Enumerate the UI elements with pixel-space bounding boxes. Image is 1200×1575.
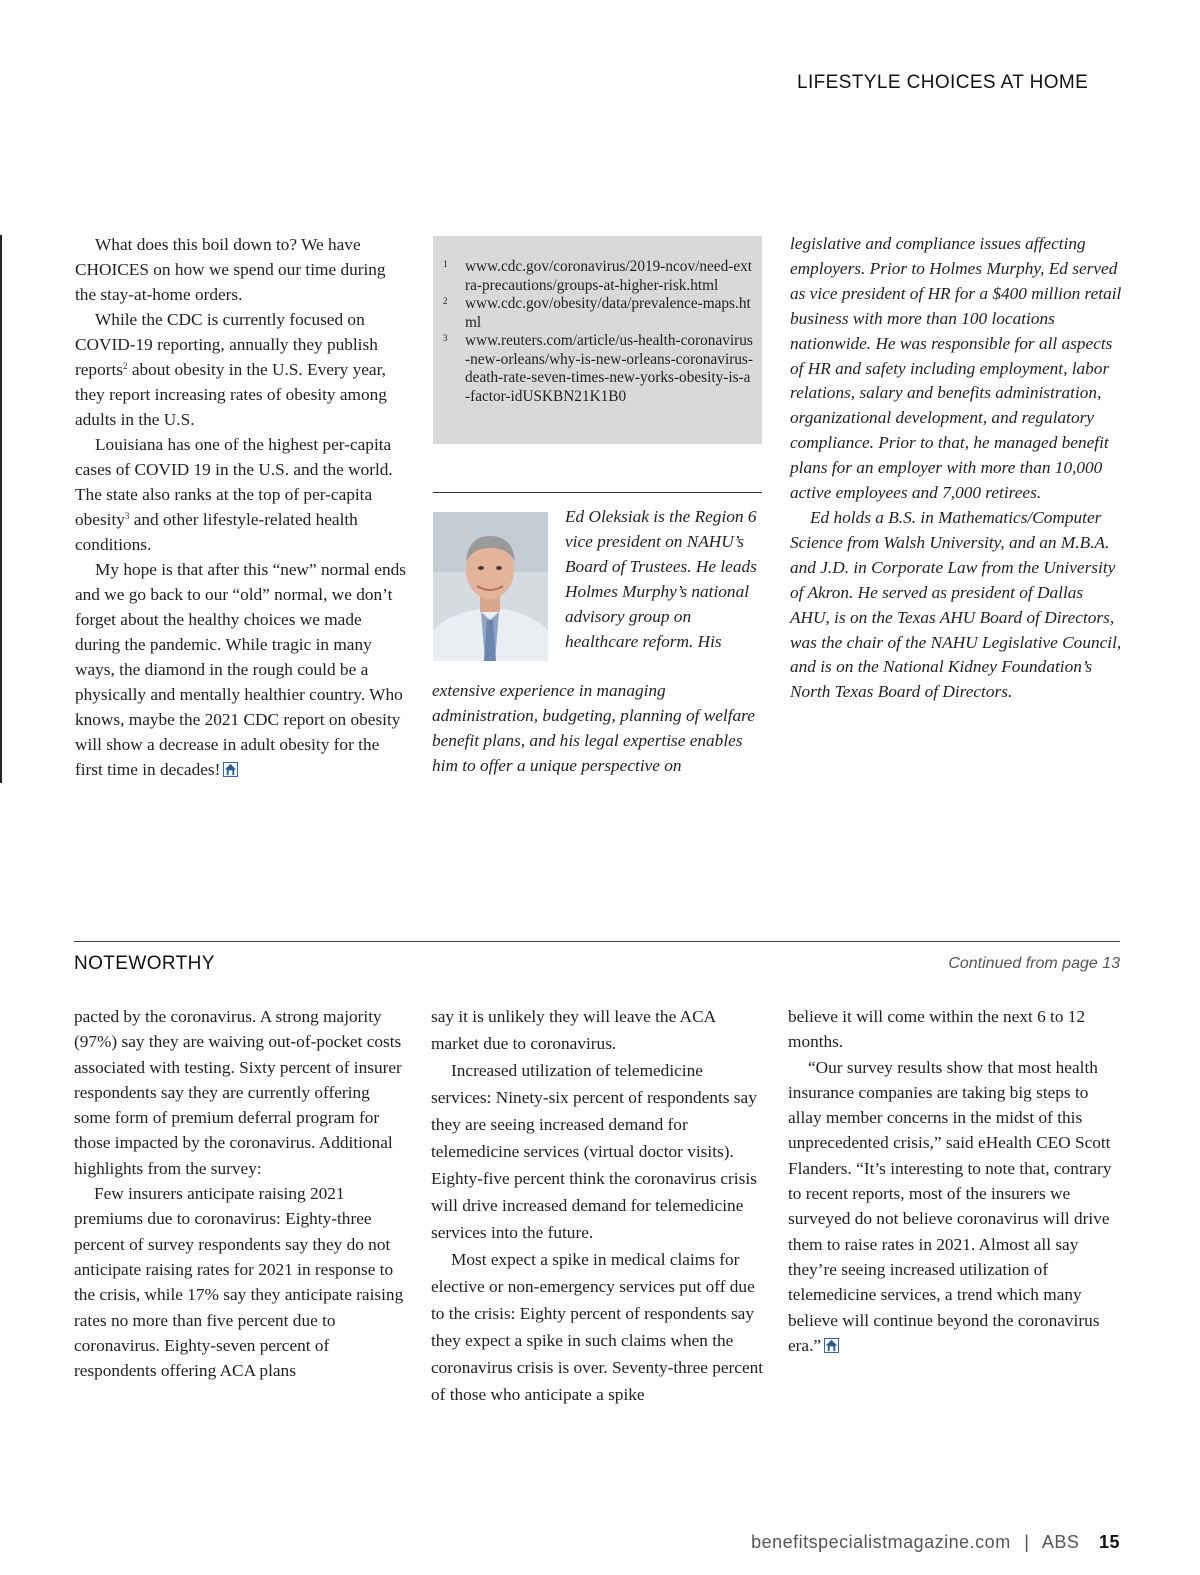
noteworthy-paragraph: believe it will come within the next 6 to 12 months. [788, 1007, 1086, 1052]
section-title: LIFESTYLE CHOICES AT HOME [797, 72, 1089, 93]
footnote: 1 www.cdc.gov/coronavirus/2019-ncov/need-extra-precautions/groups-at-higher-risk.html [433, 258, 762, 295]
footnote-ref: 2 [123, 361, 128, 371]
noteworthy-paragraph: Increased utilization of telemedicine services: Ninety-six percent of respondents say they are seeing increased demand for telemedicine services (virtual doctor visits). Eighty-five percent think the coronavirus crisis will drive increased demand for telemedicine services into the future. [431, 1061, 757, 1242]
noteworthy-title: NOTEWORTHY [74, 953, 215, 974]
noteworthy-paragraph: Most expect a spike in medical claims for elective or non-emergency services put off due to the crisis: Eighty percent of respondents say they expect a spike in such claims when the coronavirus crisis is over. Seventy-three percent of those who anticipate a spike [431, 1250, 764, 1404]
footnote-url[interactable]: www.reuters.com/article/us-health-coronavirus-new-orleans/why-is-new-orleans-coronavirus-death-rate-seven-times-new-yorks-obesity-is-a-factor-idUSKBN21K1B0 [465, 332, 753, 405]
article-paragraph: What does this boil down to? We have CHOICES on how we spend our time during the stay-at-home orders. [75, 235, 386, 304]
footer-site[interactable]: benefitspecialistmagazine.com [751, 1532, 1011, 1552]
bio-divider [433, 492, 762, 493]
page-footer [751, 1532, 1120, 1553]
footnote-url[interactable]: www.cdc.gov/coronavirus/2019-ncov/need-extra-precautions/groups-at-higher-risk.html [465, 258, 753, 294]
footer-separator: | [1024, 1532, 1030, 1552]
noteworthy-paragraph: Few insurers anticipate raising 2021 premiums due to coronavirus: Eighty-three percent of survey respondents say they do not anticipate raising rates for 2021 in response to the crisis, while 17% say they anticipate raising rates no more than five percent due to coronavirus. Eighty-seven percent of respondents offering ACA plans [74, 1184, 404, 1381]
article-paragraph: Louisiana has one of the highest per-capita cases of COVID 19 in the U.S. and the world. The state also ranks at the top of per-capita obesity$^3$ and other lifestyle-related health conditions. [75, 435, 393, 554]
article-column-1 [75, 232, 410, 782]
noteworthy-column-3 [788, 1004, 1122, 1358]
footnotes-box [433, 236, 762, 444]
footnote-ref: 3 [124, 511, 130, 521]
continued-from-label: Continued from page 13 [948, 955, 1120, 972]
footer-magazine: ABS [1041, 1532, 1080, 1552]
noteworthy-paragraph: pacted by the coronavirus. A strong majority (97%) say they are waiving out-of-pocket costs associated with testing. Sixty percent of insurer respondents say they are currently offering some form of premium deferral program for those impacted by the coronavirus. Additional highlights from the survey: [74, 1007, 402, 1178]
footnote: 3 www.reuters.com/article/us-health-coronavirus-new-orleans/why-is-new-orleans-coronavirus-death-rate-seven-times-new-yorks-obesity-is-a-factor-idUSKBN21K1B0 [433, 332, 762, 406]
noteworthy-paragraph: say it is unlikely they will leave the ACA market due to coronavirus. [431, 1007, 716, 1053]
author-photo [433, 512, 548, 661]
margin-line [0, 235, 2, 783]
end-mark-icon [824, 1338, 839, 1353]
author-bio-below: extensive experience in managing administration, budgeting, planning of welfare benefit plans, and his legal expertise enables him to offer a unique perspective on [432, 681, 755, 775]
noteworthy-column-1 [74, 1004, 410, 1383]
article-paragraph: While the CDC is currently focused on COVID-19 reporting, annually they publish reports$^2$ about obesity in the U.S. Every year, they report increasing rates of obesity among adults in the U.S. [75, 310, 387, 429]
footnote: 2 www.cdc.gov/obesity/data/prevalence-maps.html [433, 295, 762, 332]
noteworthy-column-2 [431, 1003, 765, 1408]
footnote-url[interactable]: www.cdc.gov/obesity/data/prevalence-maps.html [465, 295, 751, 331]
noteworthy-divider [74, 941, 1120, 942]
author-bio-column-3: legislative and compliance issues affecting employers. Prior to Holmes Murphy, Ed served as vice president of HR for a $400 million retail business with more than 100 locations nationwide. He was responsible for all aspects of HR and safety including employment, labor relations, salary and benefits administration, organizational development, and regulatory compliance. Prior to that, he managed benefit plans for an employer with more than 10,000 active employees and 7,000 retirees. Ed holds a B.S. in Mathematics/Computer Science from Walsh University, and an M.B.A. and J.D. in Corporate Law from the University of Akron. He served as president of Dallas AHU, is on the Texas AHU Board of Directors, was the chair of the NAHU Legislative Council, and is on the National Kidney Foundation’s North Texas Board of Directors. [790, 234, 1122, 702]
end-mark-icon [223, 762, 238, 777]
article-paragraph: My hope is that after this “new” normal ends and we go back to our “old” normal, we don’t forget about the healthy choices we made during the pandemic. While tragic in many ways, the diamond in the rough could be a physically and mentally healthier country. Who knows, maybe the 2021 CDC report on obesity will show a decrease in adult obesity for the first time in decades! [75, 560, 406, 779]
page-number: 15 [1098, 1532, 1120, 1552]
author-bio-beside: Ed Oleksiak is the Region 6 vice president on NAHU’s Board of Trustees. He leads Holmes Murphy’s national advisory group on healthcare reform. His [565, 507, 757, 651]
noteworthy-paragraph: “Our survey results show that most health insurance companies are taking big steps to allay member concerns in the midst of this unprecedented crisis,” said eHealth CEO Scott Flanders. “It’s interesting to note that, contrary to recent reports, most of the insurers we surveyed do not believe coronavirus will drive them to raise rates in 2021. Almost all say they’re seeing increased utilization of telemedicine services, a trend which many believe will continue beyond the coronavirus era.” [788, 1057, 1112, 1355]
